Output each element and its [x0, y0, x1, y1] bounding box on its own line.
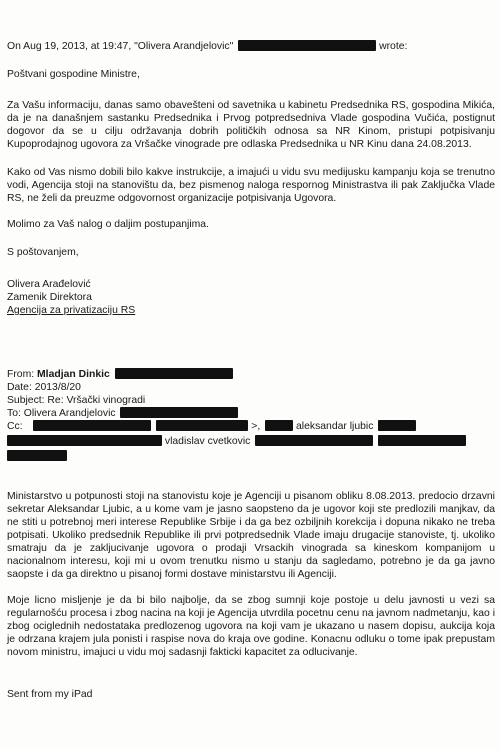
quoted-header-wrote: wrote: [379, 41, 408, 52]
letter-greeting: Poštvani gospodine Ministre, [7, 69, 140, 80]
quoted-header-text: On Aug 19, 2013, at 19:47, "Olivera Arandjelovic" [7, 41, 234, 52]
signature-name: Olivera Arađelović [7, 279, 91, 290]
letter-paragraph-1: Za Vašu informaciju, danas samo obavešteni od savetnika u kabinetu Predsednika RS, gospodina Mikića, da je na današnjem sastanku Predsednika i Prvog potpredsedniva Vlade gospodina Vučića, postignut dogovor da se u cilju održavanja dobrih političkih odnosa sa NR Kinom, pristupi potpisivanju Kupoprodajnog ugovora za Vršačke vinograde pre odlaska Predsednika u NR Kinu dana 24.08.2013. [7, 100, 495, 150]
quoted-header [7, 40, 495, 53]
from-name: Mladjan Dinkic [37, 369, 110, 380]
reply-paragraph-2: Moje licno misljenje je da bi bilo najbolje, da se zbog sumnji koje postoje u delu javnosti u vezi sa regularnošću procesa i zbog nacina na koji je Agencija utvrdila pocetnu cenu na javnom nadmetanju, kao i zbog ociglednih nedostataka predlozenog ugovora na koji vam je ukazano u nasem dopisu, aukcija koja je odrzana krajem jula ponisti i raspise nova do kraja ove godine. Konacnu odluku o tome ipak prepustam novom ministru, imajuci u vidu moj sadasnji fakticki kapacitet za odlucivanje. [7, 595, 495, 658]
cc-name-2: vladislav cvetkovic [164, 436, 251, 447]
signature-title: Zamenik Direktora [7, 292, 92, 303]
signature-organization: Agencija za privatizaciju RS [7, 305, 136, 316]
letter-signature [7, 278, 495, 317]
letter-paragraph-2: Kako od Vas nismo dobili bilo kakve instrukcije, a imajući u vidu svu medijusku kampanju koja se trenutno vodi, Agencija stoji na stanovištu da, bez pismenog naloga respornog Ministrastva ili pak Zaključka Vlade RS, ne želi da preuzme odgovornost organizacije potpisivanja Ugovora. [7, 167, 495, 204]
reply-footer: Sent from my iPad [7, 689, 93, 700]
cc-separator: >, [251, 421, 261, 432]
reply-date: Date: 2013/8/20 [7, 382, 81, 393]
cc-name-1: aleksandar ljubic [296, 421, 374, 432]
redacted-cc-email-3 [265, 420, 293, 431]
reply-header [7, 368, 495, 463]
letter-closing: S poštovanjem, [7, 247, 79, 258]
redacted-email [238, 40, 376, 51]
reply-paragraph-1: Ministarstvo u potpunosti stoji na stanovistu koje je Agenciji u pisanom obliku 8.08.2013. predocio drzavni sekretar Aleksandar Ljubic, a u kome vam je jasno saopsteno da je ugovor koji ste predlozili manjkav, da ne stiti u potrebnoj meri interese Republike Srbije i da ga bez ozbiljnih korekcija i dopuna nikako ne treba potpisati. Ukoliko predsednik Republike ili prvi potpredsednik Vlade imaju drugacije stanoviste, tj. ukoliko smatraju da je zakljucivanje ugovora o prodaji Vrsackih vinograda sa kineskom kompanijom u nacionalnom interesu, koji mi u ovom trenutku nismo u stanju da sagledamo, potrebno je da ga javno saopste i da ga direktno u pisanoj formi dostave ministarstvu ili Agenciji. [7, 491, 495, 580]
to-text: To: Olivera Arandjelovic [7, 408, 116, 419]
redacted-cc-email-5 [7, 435, 162, 446]
letter-paragraph-3: Molimo za Vaš nalog o daljim postupanjima. [7, 219, 209, 230]
redacted-to-email [120, 407, 238, 418]
reply-cc-row-3 [7, 450, 495, 463]
redacted-cc-email-6 [255, 435, 373, 446]
reply-to-row [7, 407, 495, 420]
redacted-cc-email-7 [378, 435, 466, 446]
redacted-from-email [115, 368, 233, 379]
reply-cc-row-1 [7, 420, 495, 433]
reply-from-row [7, 368, 495, 381]
from-label: From: [7, 369, 35, 380]
redacted-cc-email-4 [378, 420, 416, 431]
cc-label: Cc: [7, 421, 23, 432]
redacted-cc-email-2 [156, 420, 248, 431]
reply-subject: Subject: Re: Vršački vinogradi [7, 395, 146, 406]
redacted-cc-email-1 [33, 420, 151, 431]
redacted-cc-email-8 [7, 450, 67, 461]
reply-cc-row-2 [7, 435, 495, 448]
